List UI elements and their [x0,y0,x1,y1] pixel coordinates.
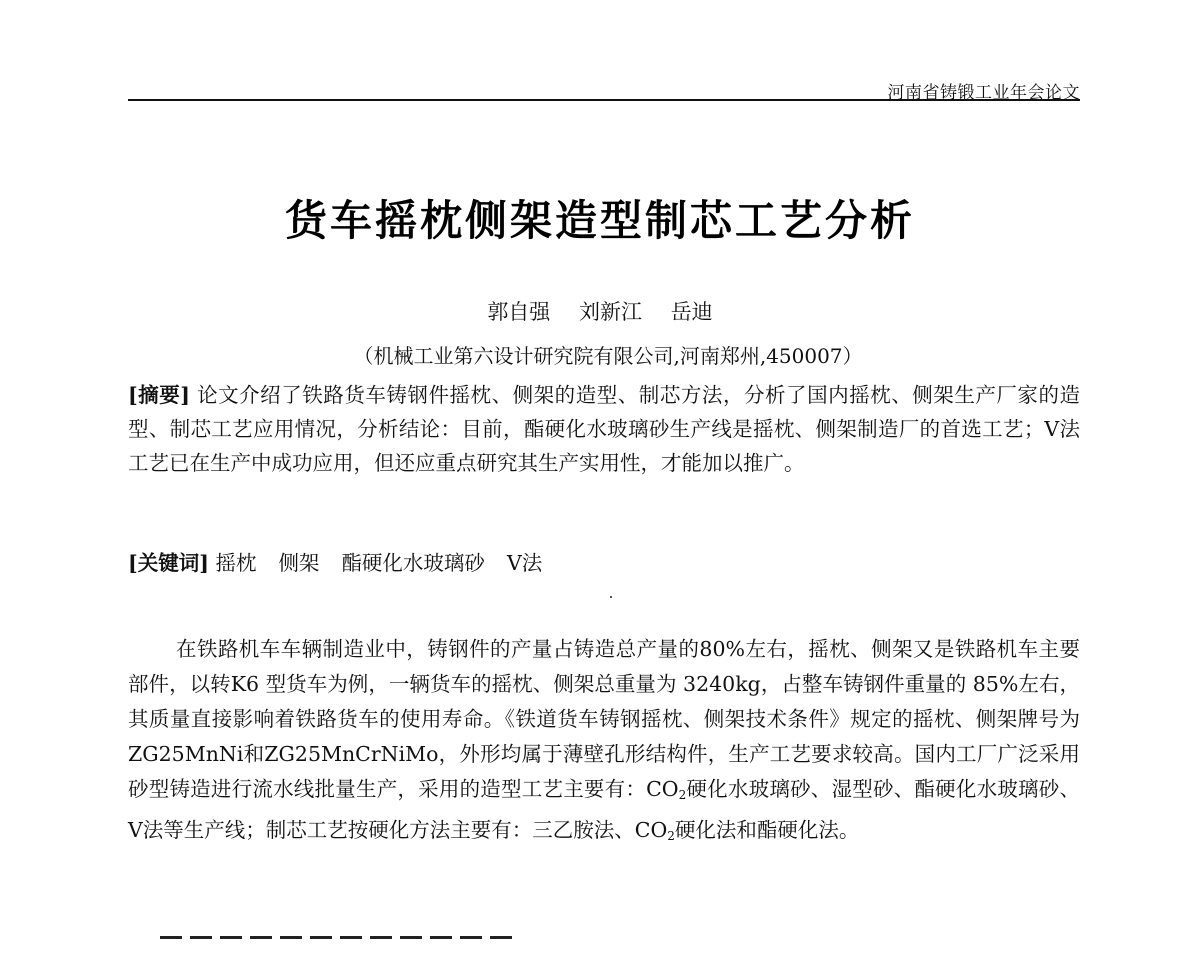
body-text-part: 硬化法和酯硬化法。 [674,818,860,842]
keyword: 摇枕 [215,551,257,575]
header-rule [128,99,1080,101]
affiliation: （机械工业第六设计研究院有限公司,河南郑州,450007） [353,344,863,368]
keyword: 侧架 [278,551,320,575]
abstract-label: [摘要] [128,383,191,407]
keywords-label: [关键词] [128,551,209,575]
body-text-part: 在铁路机车车辆制造业中，铸钢件的产量占铸造总产量的80%左右，摇枕、侧架又是铁路机车主要部件，以转K6 型货车为例，一辆货车的摇枕、侧架总重量为 3240kg，占整车铸钢件重量的 85%左右，其质量直接影响着铁路货车的使用寿命。《铁道货车铸钢摇枕、侧架技术条件》规定的摇枕、侧架牌号为ZG25MnNi和ZG25MnCrNiMo，外形均属于薄壁孔形结构件，生产工艺要求较高。国内工厂广泛采用砂型铸造进行流水线批量生产，采用的造型工艺主要有：CO [128,637,1080,801]
abstract [128,378,1080,480]
scan-speck [610,596,612,598]
keywords [128,546,1080,580]
running-head: 河南省铸锻工业年会论文 [887,83,1080,103]
body-paragraph [128,632,1080,854]
author-name: 岳迪 [670,300,713,324]
paper-title: 货车摇枕侧架造型制芯工艺分析 [284,196,915,245]
cropped-next-line [160,936,540,956]
body-text-part: 硬化水玻璃砂、湿型砂、酯硬化水玻璃砂、V法等生产线；制芯工艺按硬化方法主要有：三乙胺法、CO [128,777,1080,842]
subscript-2: 2 [678,788,687,802]
keyword: V法 [506,551,543,575]
keyword: 酯硬化水玻璃砂 [341,551,485,575]
author-name: 刘新江 [579,300,642,324]
author-name: 郭自强 [487,300,551,324]
author-list [0,296,1200,326]
abstract-text: 论文介绍了铁路货车铸钢件摇枕、侧架的造型、制芯方法，分析了国内摇枕、侧架生产厂家的造型、制芯工艺应用情况，分析结论：目前，酯硬化水玻璃砂生产线是摇枕、侧架制造厂的首选工艺；V法工艺已在生产中成功应用，但还应重点研究其生产实用性，才能加以推广。 [128,383,1080,475]
subscript-2: 2 [667,829,675,843]
